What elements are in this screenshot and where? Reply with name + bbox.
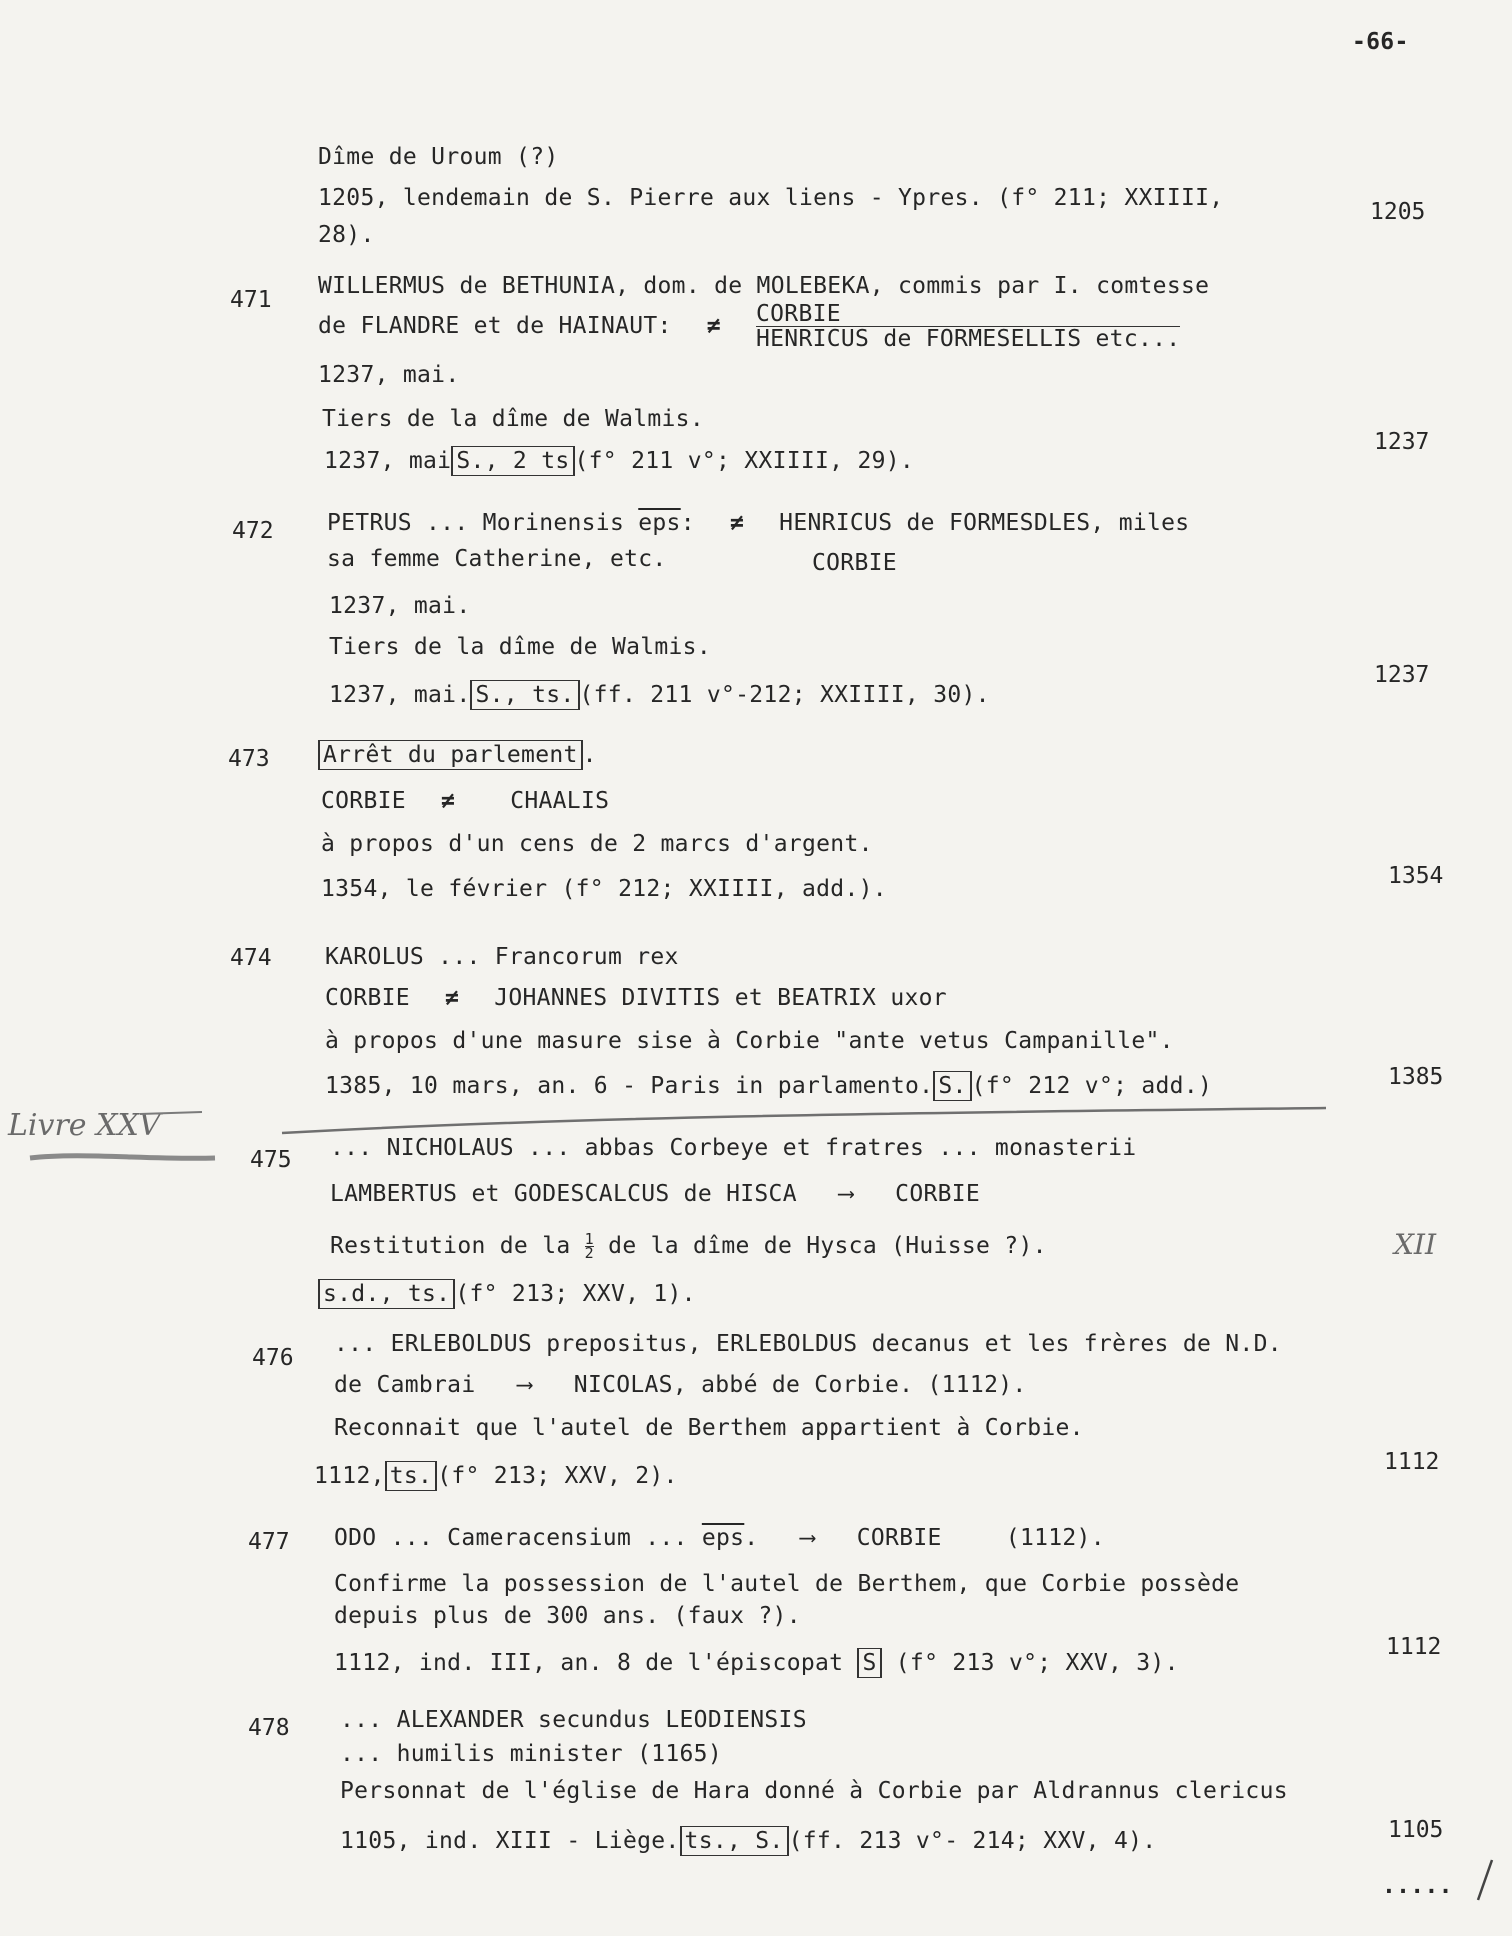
entry-474-line-4	[325, 1071, 1212, 1101]
entry-471-date: 1237	[1374, 429, 1430, 455]
end-mark: .....	[1382, 1873, 1453, 1899]
entry-473-line-1: Arrêt du parlement .	[318, 740, 597, 770]
entry-472-line-4: Tiers de la dîme de Walmis.	[329, 634, 711, 660]
entry-474-line-2	[325, 984, 947, 1012]
entry-471-line-4: Tiers de la dîme de Walmis.	[322, 406, 704, 432]
not-equal-symbol: ≠	[706, 313, 721, 339]
entry-478-line-3: Personnat de l'église de Hara donné à Corbie par Aldrannus clericus	[340, 1778, 1288, 1804]
head-line-2: 1205, lendemain de S. Pierre aux liens - Ypres. (f° 211; XXIIII,	[318, 185, 1224, 211]
entry-474-date: 1385	[1388, 1064, 1444, 1090]
entry-475-bracket: s.d., ts.	[318, 1279, 455, 1309]
entry-number-473: 473	[228, 746, 270, 772]
entry-472-line-5-ref: (ff. 211 v°-212; XXIIII, 30).	[579, 682, 990, 708]
entry-472-eps: $\overline{eps}$	[638, 510, 681, 536]
entry-474-line-1: KAROLUS ... Francorum rex	[325, 944, 679, 970]
entry-471-line-5-ref: (f° 211 v°; XXIIII, 29).	[574, 448, 915, 474]
entry-475-line-4-ref: (f° 213; XXV, 1).	[455, 1281, 696, 1307]
entry-471-bracket: S., 2 ts	[451, 446, 574, 476]
arrow-symbol: ⟶	[517, 1372, 532, 1398]
entry-476-date: 1112	[1384, 1449, 1440, 1475]
fraction-half: $\frac{1}{2}$	[584, 1230, 595, 1262]
entry-474-bracket: S.	[933, 1071, 971, 1101]
entry-475-line-4	[318, 1279, 696, 1309]
entry-476-line-1: ... ERLEBOLDUS prepositus, ERLEBOLDUS decanus et les frères de N.D.	[334, 1331, 1282, 1357]
entry-477-eps: $\overline{eps}$	[701, 1525, 745, 1551]
not-equal-symbol: ≠	[440, 788, 456, 814]
entry-471-line-1: WILLERMUS de BETHUNIA, dom. de MOLEBEKA, commis par I. comtesse	[318, 273, 1210, 299]
entry-472-line-1: PETRUS ... Morinensis $\overline{eps}$: ≠ HENRICUS de FORMESDLES, miles	[327, 510, 1190, 536]
entry-478-line-1: ... ALEXANDER secundus LEODIENSIS	[340, 1707, 807, 1733]
entry-476-line-2: de Cambrai ⟶ NICOLAS, abbé de Corbie. (1112).	[334, 1372, 1027, 1398]
entry-474-party-2: JOHANNES DIVITIS et BEATRIX uxor	[494, 985, 947, 1011]
margin-note-right: XII	[1394, 1228, 1437, 1261]
entry-477-line-3: depuis plus de 300 ans. (faux ?).	[334, 1603, 801, 1629]
entry-474-party-1: CORBIE	[325, 985, 410, 1011]
entry-472-bracket: S., ts.	[470, 680, 579, 710]
entry-471-line-5	[324, 446, 914, 476]
arrow-symbol: ⟶	[838, 1181, 854, 1207]
page-number: -66-	[1352, 29, 1409, 55]
entry-number-474: 474	[230, 945, 272, 971]
entry-473-line-3: à propos d'un cens de 2 marcs d'argent.	[321, 831, 873, 857]
entry-475-party-2: CORBIE	[895, 1181, 981, 1207]
entry-number-478: 478	[248, 1715, 290, 1741]
entry-number-472: 472	[232, 518, 274, 544]
entry-473-party-1: CORBIE	[321, 788, 406, 814]
entry-473-party-2: CHAALIS	[510, 788, 610, 814]
head-date: 1205	[1370, 199, 1426, 225]
entry-478-date: 1105	[1388, 1817, 1444, 1843]
entry-472-line-5	[329, 680, 990, 710]
head-line-1: Dîme de Uroum (?)	[318, 144, 559, 170]
entry-472-line-2: sa femme Catherine, etc.	[327, 546, 667, 572]
entry-473-line-2	[321, 787, 609, 815]
not-equal-symbol: ≠	[444, 985, 460, 1011]
entry-472-line-3: 1237, mai.	[329, 593, 471, 619]
entry-477-bracket: S	[857, 1648, 881, 1678]
slash-mark	[1470, 1856, 1500, 1906]
entry-473-date: 1354	[1388, 863, 1444, 889]
entry-476-line-4: 1112, ts. (f° 213; XXV, 2).	[314, 1463, 678, 1489]
entry-number-477: 477	[248, 1529, 290, 1555]
entry-471-line-2-text: de FLANDRE et de HAINAUT:	[318, 313, 672, 339]
entry-475-line-3: Restitution de la $\frac{1}{2}$ de la dîme de Hysca (Huisse ?).	[330, 1230, 1047, 1262]
entry-471-line-2	[318, 301, 1181, 352]
arrow-symbol: ⟶	[800, 1525, 815, 1551]
head-line-3: 28).	[318, 222, 375, 248]
entry-477-line-4: 1112, ind. III, an. 8 de l'épiscopat S (f° 213 v°; XXV, 3).	[334, 1650, 1179, 1676]
entry-473-bracket: Arrêt du parlement	[318, 740, 583, 770]
entry-471-parties	[756, 302, 1180, 351]
entry-478-line-4: 1105, ind. XIII - Liège. ts., S. (ff. 213 v°- 214; XXV, 4).	[340, 1828, 1157, 1854]
entry-478-bracket: ts., S.	[680, 1826, 789, 1856]
not-equal-symbol: ≠	[729, 510, 745, 536]
entry-472-date: 1237	[1374, 662, 1430, 688]
entry-472-party-1: HENRICUS de FORMESDLES, miles	[779, 510, 1190, 536]
entry-472-party-2: CORBIE	[812, 550, 897, 576]
entry-474-line-4-text: 1385, 10 mars, an. 6 - Paris in parlamento.	[325, 1073, 934, 1099]
entry-477-date: 1112	[1386, 1634, 1442, 1660]
entry-472-line-1-text: PETRUS ... Morinensis	[327, 510, 625, 536]
entry-476-bracket: ts.	[385, 1461, 437, 1491]
entry-474-line-3: à propos d'une masure sise à Corbie "ante vetus Campanille".	[325, 1028, 1174, 1054]
entry-473-line-4: 1354, le février (f° 212; XXIIII, add.).	[321, 876, 887, 902]
entry-471-line-5-date: 1237, mai	[324, 448, 452, 474]
entry-477-line-2: Confirme la possession de l'autel de Berthem, que Corbie possède	[334, 1571, 1240, 1597]
entry-number-476: 476	[252, 1345, 294, 1371]
entry-number-471: 471	[230, 287, 272, 313]
entry-475-line-1: ... NICHOLAUS ... abbas Corbeye et fratres ... monasterii	[330, 1135, 1137, 1161]
entry-475-line-2	[330, 1180, 980, 1208]
entry-478-line-2: ... humilis minister (1165)	[340, 1741, 722, 1767]
margin-note-livre: Livre XXV	[8, 1108, 161, 1143]
entry-476-line-3: Reconnait que l'autel de Berthem appartient à Corbie.	[334, 1415, 1084, 1441]
entry-471-line-3: 1237, mai.	[318, 362, 460, 388]
entry-477-line-1: ODO ... Cameracensium ... $\overline{eps}$. ⟶ CORBIE (1112).	[334, 1525, 1105, 1551]
entry-472-line-5-date: 1237, mai.	[329, 682, 471, 708]
entry-471-party-1: CORBIE	[756, 302, 1180, 327]
entry-471-party-2: HENRICUS de FORMESELLIS etc...	[756, 326, 1181, 352]
entry-474-line-4-ref: (f° 212 v°; add.)	[971, 1073, 1213, 1099]
entry-475-party-1: LAMBERTUS et GODESCALCUS de HISCA	[330, 1181, 797, 1207]
entry-number-475: 475	[250, 1147, 292, 1173]
